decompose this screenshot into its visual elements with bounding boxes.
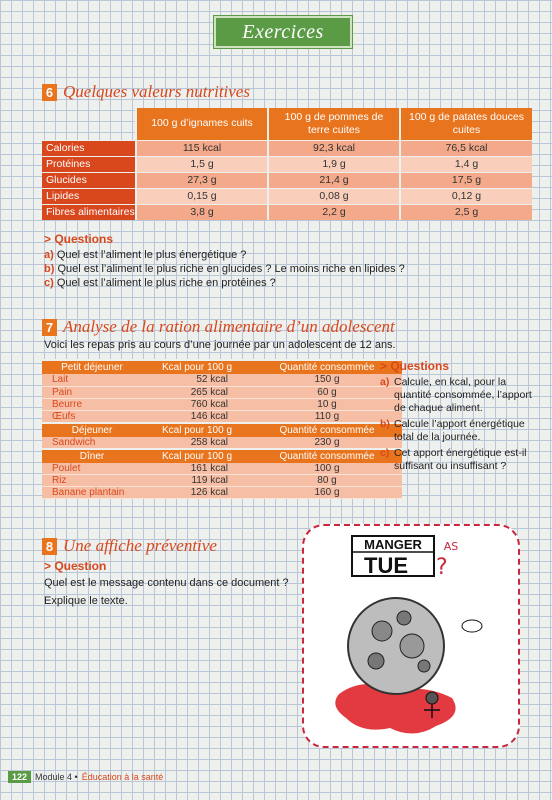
footer-module: Module 4 • <box>35 772 78 782</box>
question-line: Explique le texte. <box>44 595 128 607</box>
question-c: c) Quel est l’aliment le plus riche en protéines ? <box>44 277 276 289</box>
prevention-poster <box>302 524 520 748</box>
exercise-intro: Voici les repas pris au cours d’une journée par un adolescent de 12 ans. <box>44 339 396 351</box>
table-row <box>42 172 532 188</box>
exercise-7-header <box>42 317 395 337</box>
column-header: Kcal pour 100 g <box>142 360 252 374</box>
table-cell: 2,5 g <box>400 204 532 220</box>
poster-question-mark: ? <box>436 555 448 580</box>
row-header: Calories <box>42 140 136 156</box>
table-row <box>42 156 532 172</box>
table-row: Banane plantain 126 kcal 160 g <box>42 487 402 499</box>
footer-section: Éducation à la santé <box>81 772 164 782</box>
table-row: Beurre 760 kcal 10 g <box>42 398 402 410</box>
row-header: Fibres alimentaires <box>42 204 136 220</box>
table-row: Pain 265 kcal 60 g <box>42 386 402 398</box>
table-cell: 2,2 g <box>268 204 400 220</box>
questions-heading: > Questions <box>44 232 114 246</box>
question-c: c) Cet apport énergétique est-il suffisant ou insuffisant ? <box>380 447 527 472</box>
table-cell: 1,9 g <box>268 156 400 172</box>
monster-ball-icon <box>348 598 444 694</box>
poster-word-2: TUE <box>364 553 408 578</box>
table-row: Riz 119 kcal 80 g <box>42 475 402 487</box>
row-header: Protéines <box>42 156 136 172</box>
questions-list <box>380 376 540 476</box>
exercise-number: 8 <box>42 538 57 555</box>
questions-heading: > Questions <box>380 359 450 373</box>
table-cell: 0,12 g <box>400 188 532 204</box>
column-header: Quantité consommée <box>252 423 402 437</box>
question-a: a) Calcule, en kcal, pour la quantité consommée, l’apport de chaque aliment. <box>380 376 532 414</box>
column-header: 100 g d’ignames cuits <box>136 108 268 140</box>
column-header: Kcal pour 100 g <box>142 423 252 437</box>
exercise-8-header <box>42 536 217 556</box>
table-row: Sandwich 258 kcal 230 g <box>42 437 402 449</box>
table-cell: 21,4 g <box>268 172 400 188</box>
question-a: a) Quel est l’aliment le plus énergétique ? <box>44 249 247 261</box>
table-cell: 115 kcal <box>136 140 268 156</box>
page-footer <box>8 771 163 783</box>
table-row <box>42 204 532 220</box>
table-cell: 0,08 g <box>268 188 400 204</box>
exercise-6-header <box>42 82 250 102</box>
exercise-title: Quelques valeurs nutritives <box>63 82 250 101</box>
poster-handwritten: AS <box>443 540 459 553</box>
table-cell: 0,15 g <box>136 188 268 204</box>
table-cell: 1,5 g <box>136 156 268 172</box>
question-b: b) Quel est l’aliment le plus riche en glucides ? Le moins riche en lipides ? <box>44 263 405 275</box>
meal-header: Dîner <box>42 449 142 463</box>
nutrition-table <box>42 108 532 220</box>
question-heading: > Question <box>44 559 107 573</box>
table-cell: 3,8 g <box>136 204 268 220</box>
question-line: Quel est le message contenu dans ce document ? <box>44 577 289 589</box>
exercise-title: Analyse de la ration alimentaire d’un adolescent <box>63 317 395 336</box>
meal-table <box>42 359 402 499</box>
row-header: Lipides <box>42 188 136 204</box>
table-row <box>42 140 532 156</box>
table-row: Lait 52 kcal 150 g <box>42 374 402 386</box>
table-cell: 27,3 g <box>136 172 268 188</box>
table-cell: 17,5 g <box>400 172 532 188</box>
table-cell: 76,5 kcal <box>400 140 532 156</box>
table-cell: 1,4 g <box>400 156 532 172</box>
column-header: Quantité consommée <box>252 360 402 374</box>
column-header: 100 g de patates douces cuites <box>400 108 532 140</box>
table-row: Poulet 161 kcal 100 g <box>42 463 402 475</box>
column-header: Quantité consommée <box>252 449 402 463</box>
exercise-number: 7 <box>42 319 57 336</box>
column-header: 100 g de pommes de terre cuites <box>268 108 400 140</box>
page-number: 122 <box>8 771 31 783</box>
meal-header: Petit déjeuner <box>42 360 142 374</box>
poster-word-1: MANGER <box>364 537 422 552</box>
table-row: Œufs 146 kcal 110 g <box>42 410 402 423</box>
poster-illustration <box>304 526 518 746</box>
exercise-title: Une affiche préventive <box>63 536 217 555</box>
meal-header: Déjeuner <box>42 423 142 437</box>
exercices-banner: Exercices <box>214 16 352 48</box>
column-header: Kcal pour 100 g <box>142 449 252 463</box>
question-b: b) Calcule l’apport énergétique total de la journée. <box>380 418 525 443</box>
row-header: Glucides <box>42 172 136 188</box>
table-row <box>42 188 532 204</box>
exercise-number: 6 <box>42 84 57 101</box>
table-cell: 92,3 kcal <box>268 140 400 156</box>
